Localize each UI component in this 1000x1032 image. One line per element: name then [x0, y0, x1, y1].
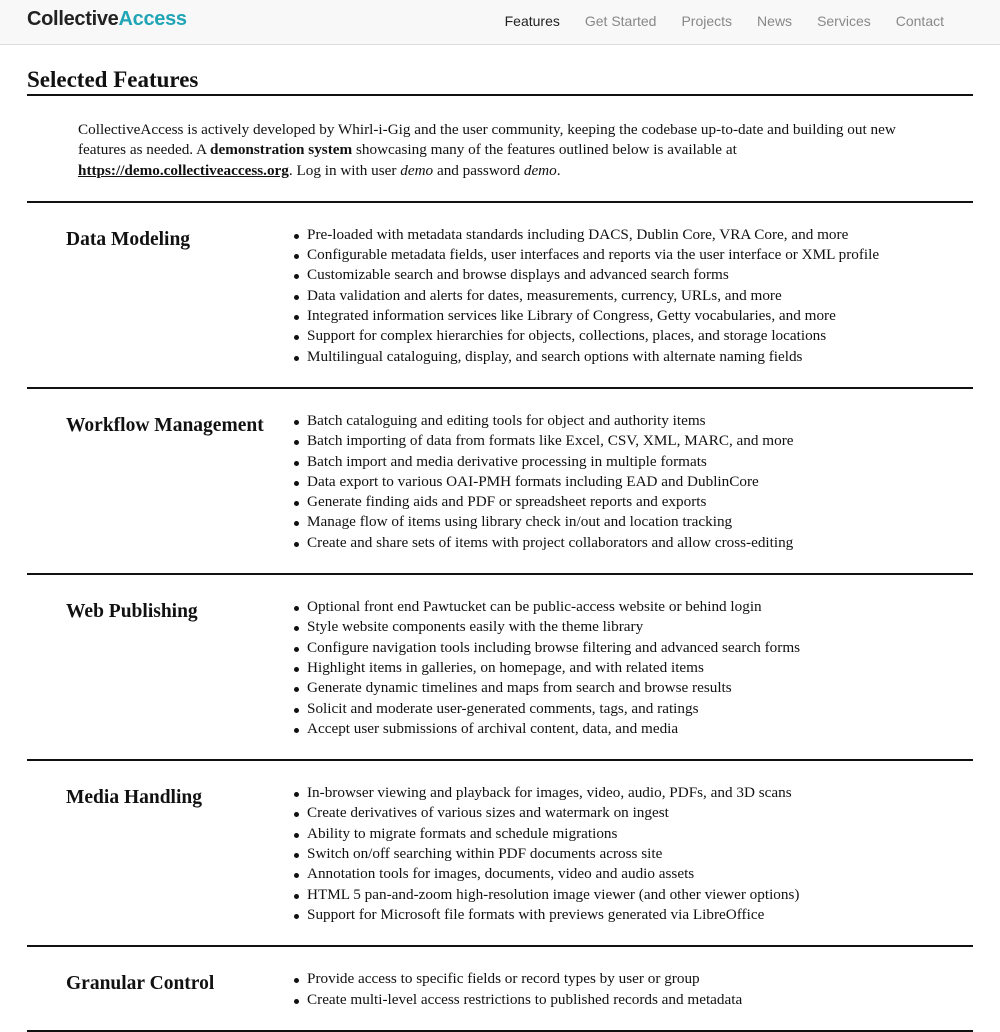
- feature-section-granular-control: [27, 947, 973, 1032]
- feature-item: Manage flow of items using library check in/out and location tracking: [287, 512, 794, 532]
- intro-text: .: [556, 161, 561, 179]
- main-content: [27, 45, 973, 1032]
- feature-section-web-publishing: [27, 575, 973, 761]
- feature-item: Style website components easily with the theme library: [287, 617, 800, 637]
- feature-item: Configurable metadata fields, user interfaces and reports via the user interface or XML profile: [287, 245, 879, 265]
- section-heading: Web Publishing: [66, 601, 198, 623]
- intro-text: and password: [433, 161, 524, 179]
- nav-link-services[interactable]: Services: [817, 13, 871, 29]
- feature-item: Configure navigation tools including browse filtering and advanced search forms: [287, 638, 800, 658]
- logo-text-access: Access: [118, 8, 187, 30]
- intro-demo-password: demo: [523, 161, 557, 179]
- feature-item: Create derivatives of various sizes and watermark on ingest: [287, 803, 799, 823]
- feature-item: Data validation and alerts for dates, measurements, currency, URLs, and more: [287, 286, 879, 306]
- intro-text: showcasing many of the features outlined below is available at: [352, 141, 737, 159]
- feature-item: Pre-loaded with metadata standards including DACS, Dublin Core, VRA Core, and more: [287, 225, 879, 245]
- feature-item: Provide access to specific fields or record types by user or group: [287, 969, 742, 989]
- feature-item: Accept user submissions of archival content, data, and media: [287, 719, 800, 739]
- main-nav: [480, 13, 944, 29]
- logo-text-collective: Collective: [27, 8, 119, 30]
- top-navbar: [0, 0, 1000, 45]
- feature-item: Batch import and media derivative processing in multiple formats: [287, 452, 794, 472]
- feature-item: Data export to various OAI-PMH formats including EAD and DublinCore: [287, 472, 794, 492]
- feature-item: Generate dynamic timelines and maps from search and browse results: [287, 678, 800, 698]
- intro-text: . Log in with user: [288, 161, 401, 179]
- section-heading: Data Modeling: [66, 228, 191, 250]
- feature-section-data-modeling: [27, 203, 973, 389]
- feature-item: Multilingual cataloguing, display, and search options with alternate naming fields: [287, 347, 879, 367]
- feature-item: Highlight items in galleries, on homepage, and with related items: [287, 658, 800, 678]
- feature-section-media-handling: [27, 761, 973, 947]
- feature-list: [287, 411, 794, 553]
- nav-link-contact[interactable]: Contact: [895, 13, 944, 29]
- nav-link-features[interactable]: Features: [504, 13, 560, 29]
- feature-item: Optional front end Pawtucket can be public-access website or behind login: [287, 597, 800, 617]
- feature-item: Create multi-level access restrictions to published records and metadata: [287, 990, 742, 1010]
- intro-paragraph: [27, 96, 973, 203]
- feature-list: [287, 225, 879, 367]
- feature-item: Batch cataloguing and editing tools for object and authority items: [287, 411, 794, 431]
- section-heading: Media Handling: [66, 787, 202, 809]
- feature-list: [287, 969, 742, 1010]
- feature-item: Create and share sets of items with project collaborators and allow cross-editing: [287, 533, 794, 553]
- feature-item: Integrated information services like Library of Congress, Getty vocabularies, and more: [287, 306, 879, 326]
- intro-demo-system: demonstration system: [210, 141, 353, 159]
- nav-link-projects[interactable]: Projects: [681, 13, 733, 29]
- nav-link-news[interactable]: News: [757, 13, 793, 29]
- feature-item: Switch on/off searching within PDF documents across site: [287, 844, 799, 864]
- feature-list: [287, 597, 800, 739]
- page-title: Selected Features: [27, 45, 973, 96]
- demo-site-link[interactable]: https://demo.collectiveaccess.org: [78, 161, 289, 179]
- nav-link-get-started[interactable]: Get Started: [584, 13, 657, 29]
- feature-section-workflow-management: [27, 389, 973, 575]
- feature-item: Support for Microsoft file formats with previews generated via LibreOffice: [287, 905, 799, 925]
- section-heading: Granular Control: [66, 973, 215, 995]
- feature-item: Ability to migrate formats and schedule migrations: [287, 824, 799, 844]
- site-logo[interactable]: [27, 8, 187, 31]
- feature-item: Solicit and moderate user-generated comments, tags, and ratings: [287, 699, 800, 719]
- feature-item: Batch importing of data from formats like Excel, CSV, XML, MARC, and more: [287, 431, 794, 451]
- feature-item: Support for complex hierarchies for objects, collections, places, and storage locations: [287, 326, 879, 346]
- section-heading: Workflow Management: [66, 414, 264, 436]
- feature-item: HTML 5 pan-and-zoom high-resolution image viewer (and other viewer options): [287, 885, 799, 905]
- intro-demo-user: demo: [400, 161, 434, 179]
- feature-item: Annotation tools for images, documents, video and audio assets: [287, 864, 799, 884]
- feature-item: Customizable search and browse displays and advanced search forms: [287, 265, 879, 285]
- feature-item: In-browser viewing and playback for images, video, audio, PDFs, and 3D scans: [287, 783, 799, 803]
- intro-text: CollectiveAccess is actively developed by Whirl-i-Gig and the user community, keeping the codebase up-to-date and building out new features as needed. A: [78, 121, 896, 159]
- feature-list: [287, 783, 799, 925]
- feature-item: Generate finding aids and PDF or spreadsheet reports and exports: [287, 492, 794, 512]
